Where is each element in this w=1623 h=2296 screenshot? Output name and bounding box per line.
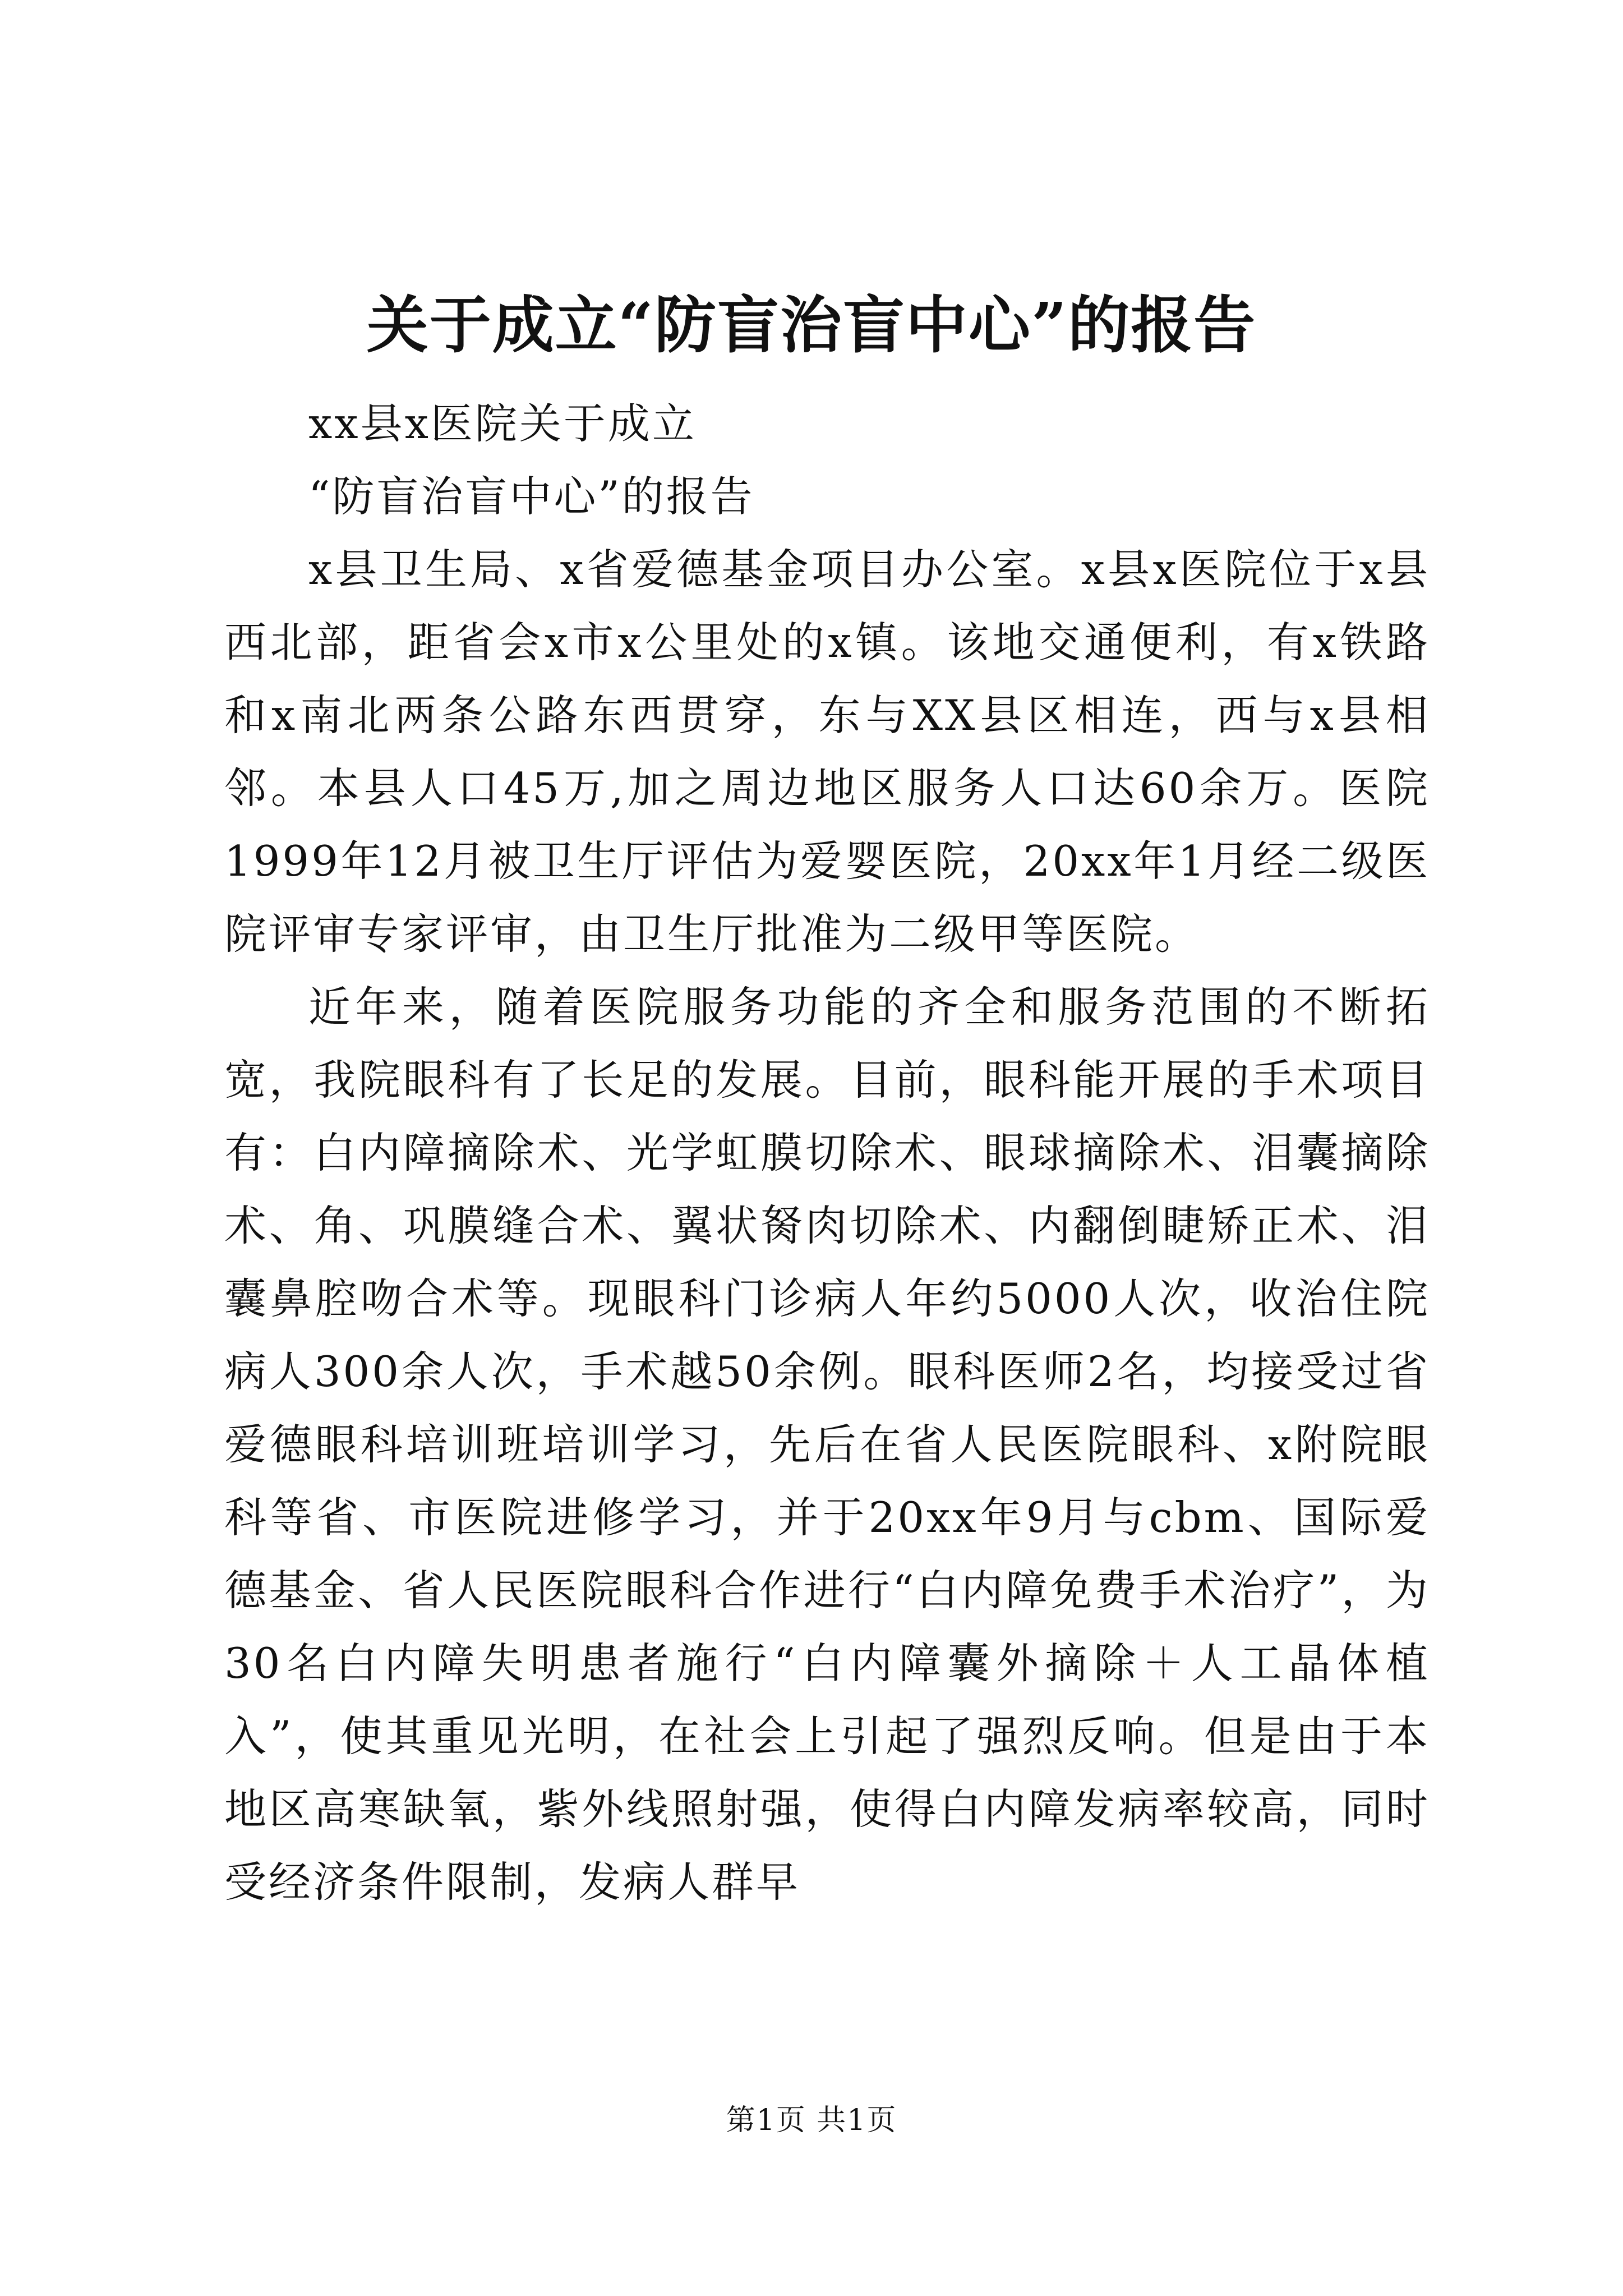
body-paragraph-2: “防盲治盲中心”的报告 <box>308 472 755 521</box>
document-body <box>224 387 1430 1918</box>
body-paragraph-1: xx县x医院关于成立 <box>308 399 697 448</box>
document-title: 关于成立“防盲治盲中心”的报告 <box>366 289 1257 361</box>
body-paragraph-4: 近年来，随着医院服务功能的齐全和服务范围的不断拓宽，我院眼科有了长足的发展。目前，眼科能开展的手术项目有：白内障摘除术、光学虹膜切除术、眼球摘除术、泪囊摘除术、角、巩膜缝合术、翼状胬肉切除术、内翻倒睫矫正术、泪囊鼻腔吻合术等。现眼科门诊病人年约5000人次，收治住院病人300余人次，手术越50余例。眼科医师2名，均接受过省爱德眼科培训班培训学习，先后在省人民医院眼科、x附院眼科等省、市医院进修学习，并于20xx年9月与cbm、国际爱德基金、省人民医院眼科合作进行“白内障免费手术治疗”，为30名白内障失明患者施行“白内障囊外摘除＋人工晶体植入”，使其重见光明，在社会上引起了强烈反响。但是由于本地区高寒缺氧，紫外线照射强，使得白内障发病率较高，同时受经济条件限制，发病人群早 <box>224 982 1430 1907</box>
page-footer: 第1页 共1页 <box>726 2104 897 2137</box>
body-paragraph-3: x县卫生局、x省爱德基金项目办公室。x县x医院位于x县西北部，距省会x市x公里处的x镇。该地交通便利，有x铁路和x南北两条公路东西贯穿，东与XX县区相连，西与x县相邻。本县人口45万,加之周边地区服务人口达60余万。医院1999年12月被卫生厅评估为爱婴医院，20xx年1月经二级医院评审专家评审，由卫生厅批准为二级甲等医院。 <box>224 545 1430 959</box>
